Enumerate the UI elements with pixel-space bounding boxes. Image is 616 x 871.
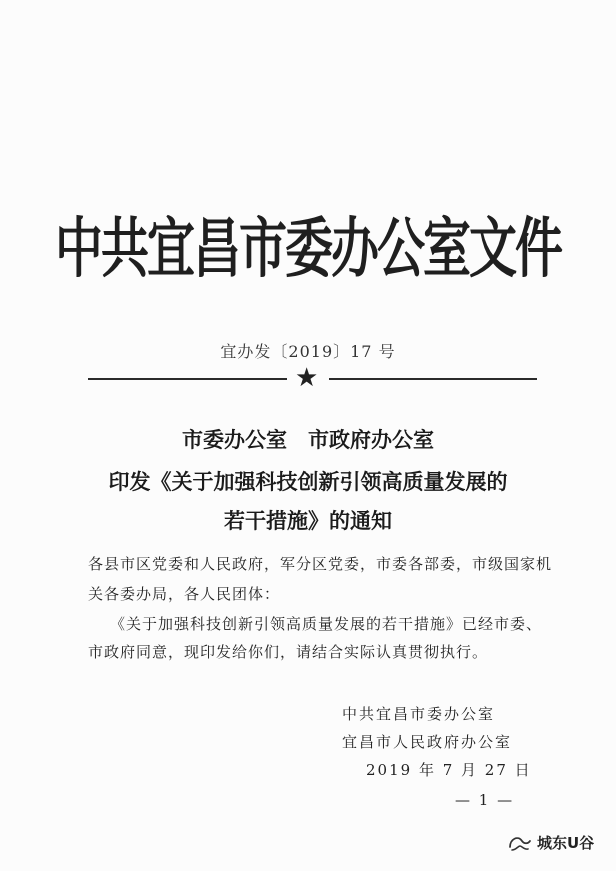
signoff-org-2: 宜昌市人民政府办公室 [342,733,513,751]
wechat-channel-icon [508,833,532,853]
body-line-2: 关各委办局，各人民团体： [88,585,281,603]
body-line-3: 《关于加强科技创新引领高质量发展的若干措施》已经市委、 [110,615,543,633]
document-number: 宜办发〔2019〕17 号 [220,342,396,361]
notice-title-line-1: 市委办公室 市政府办公室 [182,428,434,452]
signoff-date: 2019 年 7 月 27 日 [366,761,532,779]
watermark [508,832,594,853]
divider-left [88,378,287,380]
signoff-org-1: 中共宜昌市委办公室 [342,705,496,723]
body-line-1: 各县市区党委和人民政府，军分区党委，市委各部委，市级国家机 [88,555,553,573]
page-number: — 1 — [455,791,515,809]
notice-title-line-3: 若干措施》的通知 [224,509,392,533]
document-header: 中共宜昌市委办公室文件 [54,210,561,287]
notice-title-line-2: 印发《关于加强科技创新引领高质量发展的 [108,470,508,494]
body-line-4: 市政府同意，现印发给你们，请结合实际认真贯彻执行。 [88,643,489,661]
star-icon: ★ [295,363,319,393]
watermark-text: 城东U谷 [537,834,595,852]
divider-right [329,378,537,380]
